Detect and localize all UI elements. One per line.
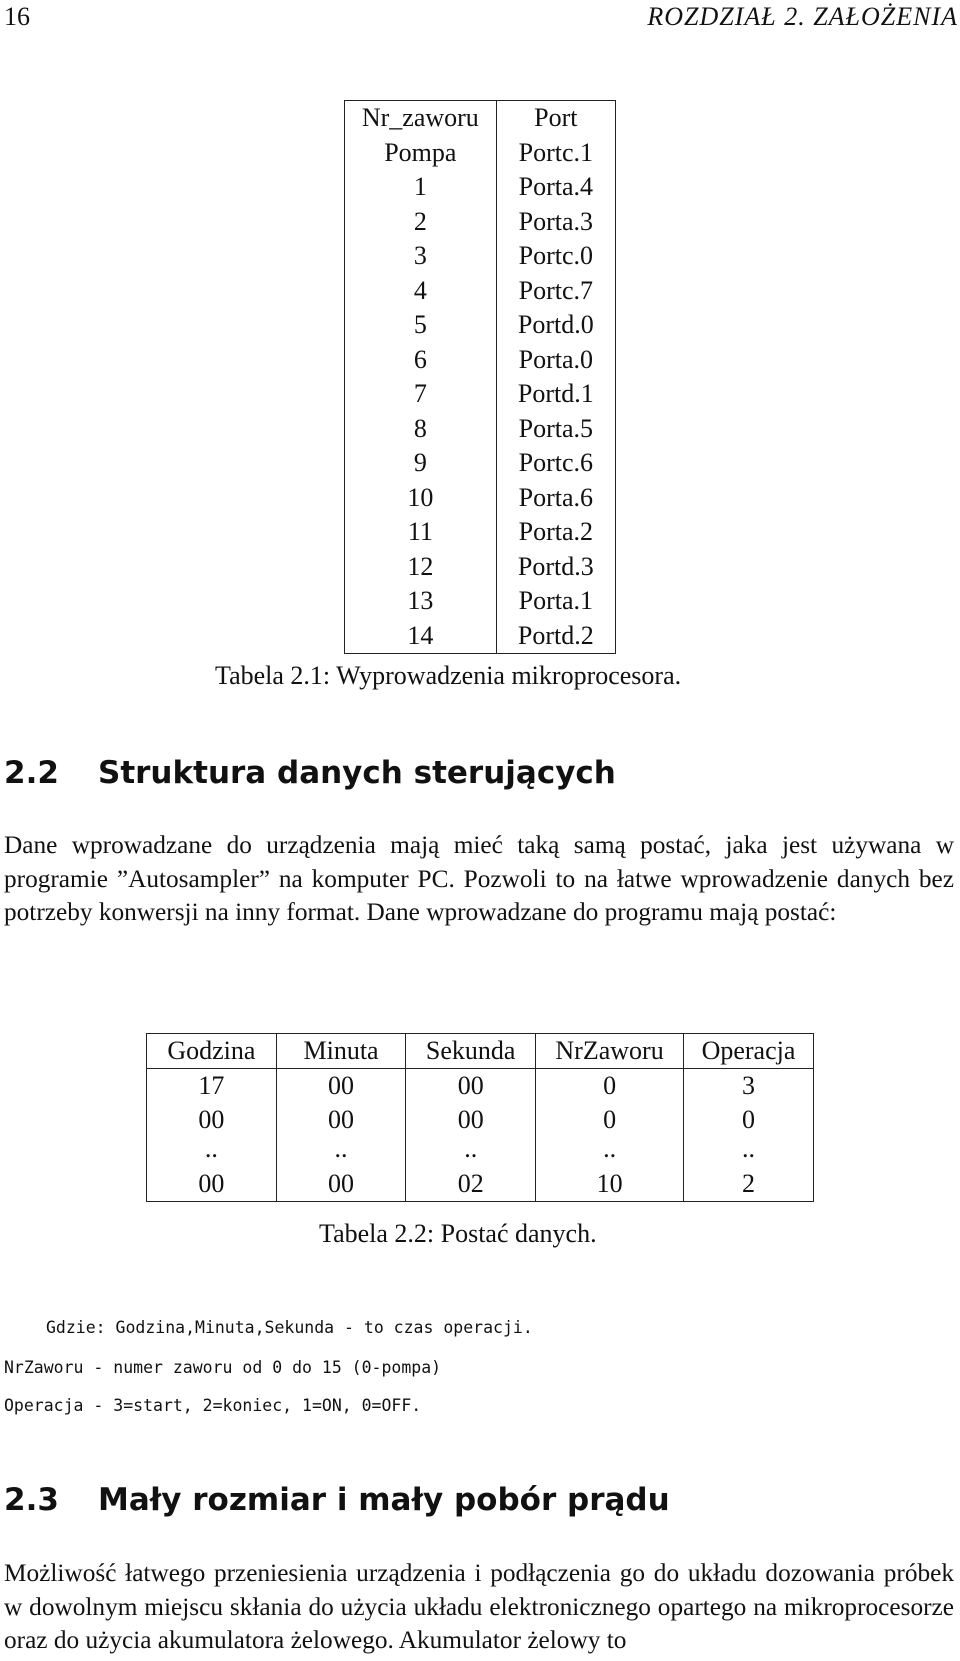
- port-cell: Portd.3: [517, 551, 594, 581]
- table-cell: ..: [147, 1137, 277, 1167]
- table-cell: 00: [406, 1103, 536, 1137]
- table-row: [345, 481, 616, 516]
- page-number: 16: [4, 2, 30, 31]
- table-cell: ..: [276, 1137, 405, 1167]
- port-cell: Portd.0: [517, 310, 594, 339]
- valve-number-cell: 3: [345, 239, 497, 274]
- column-header: Minuta: [276, 1034, 405, 1069]
- valve-number-cell: 10: [345, 481, 497, 516]
- table-header-row: [345, 101, 616, 136]
- port-cell: Portc.6: [518, 448, 594, 477]
- port-cell: Porta.3: [518, 206, 594, 236]
- table-cell: 0: [536, 1103, 684, 1137]
- port-cell: Portc.0: [518, 241, 594, 270]
- table-row: [345, 515, 616, 550]
- port-cell: Porta.5: [518, 413, 594, 443]
- table-cell: 00: [276, 1103, 405, 1137]
- port-cell: Porta.2: [518, 517, 594, 546]
- valve-number-cell: 7: [345, 377, 497, 412]
- port-cell: Porta.0: [518, 344, 594, 374]
- table-cell: 0: [742, 1105, 755, 1134]
- table-cell: 00: [147, 1103, 277, 1137]
- port-cell: Portc.1: [518, 137, 594, 167]
- table-row: [147, 1167, 814, 1202]
- body-paragraph: Dane wprowadzane do urządzenia mają mieć taką samą postać, jaka jest używana w programie ”Autosampler” na komputer PC. Pozwoli to na łatwe wprowadzenie danych bez potrzeby konwersji na inny format. Dane wprowadzane do programu mają postać:: [4, 831, 954, 926]
- port-cell: Porta.4: [518, 172, 594, 201]
- table-row: [147, 1103, 814, 1137]
- valve-number-cell: 5: [345, 308, 497, 343]
- valve-number-cell: 14: [345, 619, 497, 654]
- table-row: [345, 377, 616, 412]
- section-heading: [4, 1482, 670, 1518]
- table-row: [147, 1137, 814, 1167]
- valve-number-cell: 6: [345, 343, 497, 378]
- table-row: [345, 205, 616, 240]
- table-cell: 00: [147, 1167, 277, 1202]
- table-row: [345, 412, 616, 447]
- column-header: Operacja: [684, 1034, 814, 1069]
- valve-number-cell: 1: [345, 170, 497, 205]
- running-header-chapter: ROZDZIAŁ 2. ZAŁOŻENIA: [647, 2, 958, 31]
- table-cell: ..: [536, 1137, 684, 1167]
- port-cell: Porta.1: [518, 586, 594, 615]
- table-cell: 0: [536, 1069, 684, 1104]
- table-caption: Tabela 2.1: Wyprowadzenia mikroprocesora.: [215, 661, 682, 690]
- table-row: [147, 1069, 814, 1104]
- column-header: Nr_zaworu: [345, 101, 497, 136]
- column-header: Port: [534, 103, 578, 132]
- table-row: [345, 239, 616, 274]
- valve-number-cell: 2: [345, 205, 497, 240]
- table-cell: 00: [276, 1069, 405, 1104]
- port-cell: Portd.2: [517, 620, 594, 650]
- table-header-row: [147, 1034, 814, 1069]
- body-paragraph: Możliwość łatwego przeniesienia urządzenia i podłączenia go do układu dozowania próbek w dowolnym miejscu skłania do użycia układu elektronicznego opartego na mikroprocesorze oraz do użycia akumulatora żelowego. Akumulator żelowy to: [4, 1559, 954, 1654]
- section-title: Mały rozmiar i mały pobór prądu: [98, 1482, 670, 1518]
- table-cell: 3: [742, 1071, 755, 1100]
- table-cell: 10: [536, 1167, 684, 1202]
- note-line: Operacja - 3=start, 2=koniec, 1=ON, 0=OFF.: [4, 1396, 422, 1415]
- table-row: [345, 619, 616, 654]
- table-row: [345, 446, 616, 481]
- section-number: 2.2: [4, 755, 59, 791]
- column-header: NrZaworu: [536, 1034, 684, 1069]
- note-line: Gdzie: Godzina,Minuta,Sekunda - to czas operacji.: [46, 1318, 533, 1337]
- valve-number-cell: 13: [345, 584, 497, 619]
- valve-number-cell: 11: [345, 515, 497, 550]
- table-row: [345, 550, 616, 585]
- valve-number-cell: Pompa: [345, 136, 497, 171]
- ports-table: [344, 100, 616, 654]
- table-cell: 00: [276, 1167, 405, 1202]
- port-cell: Portc.7: [518, 275, 594, 305]
- table-cell: 2: [742, 1169, 755, 1198]
- note-line: NrZaworu - numer zaworu od 0 do 15 (0-pompa): [4, 1358, 442, 1377]
- valve-number-cell: 12: [345, 550, 497, 585]
- section-heading: [4, 755, 616, 791]
- valve-number-cell: 8: [345, 412, 497, 447]
- table-row: [345, 308, 616, 343]
- section-number: 2.3: [4, 1482, 59, 1518]
- port-cell: Portd.1: [517, 379, 594, 408]
- column-header: Sekunda: [406, 1034, 536, 1069]
- table-cell: 17: [147, 1069, 277, 1104]
- table-row: [345, 170, 616, 205]
- valve-number-cell: 9: [345, 446, 497, 481]
- table-row: [345, 343, 616, 378]
- section-title: Struktura danych sterujących: [98, 755, 616, 791]
- table-cell: ..: [406, 1137, 536, 1167]
- table-row: [345, 584, 616, 619]
- table-cell: ..: [742, 1134, 755, 1163]
- table-row: [345, 274, 616, 309]
- valve-number-cell: 4: [345, 274, 497, 309]
- table-caption: Tabela 2.2: Postać danych.: [319, 1219, 597, 1248]
- column-header: Godzina: [147, 1034, 277, 1069]
- table-row: [345, 136, 616, 171]
- port-cell: Porta.6: [518, 482, 594, 512]
- table-cell: 00: [406, 1069, 536, 1104]
- data-format-table: [146, 1033, 814, 1202]
- table-cell: 02: [406, 1167, 536, 1202]
